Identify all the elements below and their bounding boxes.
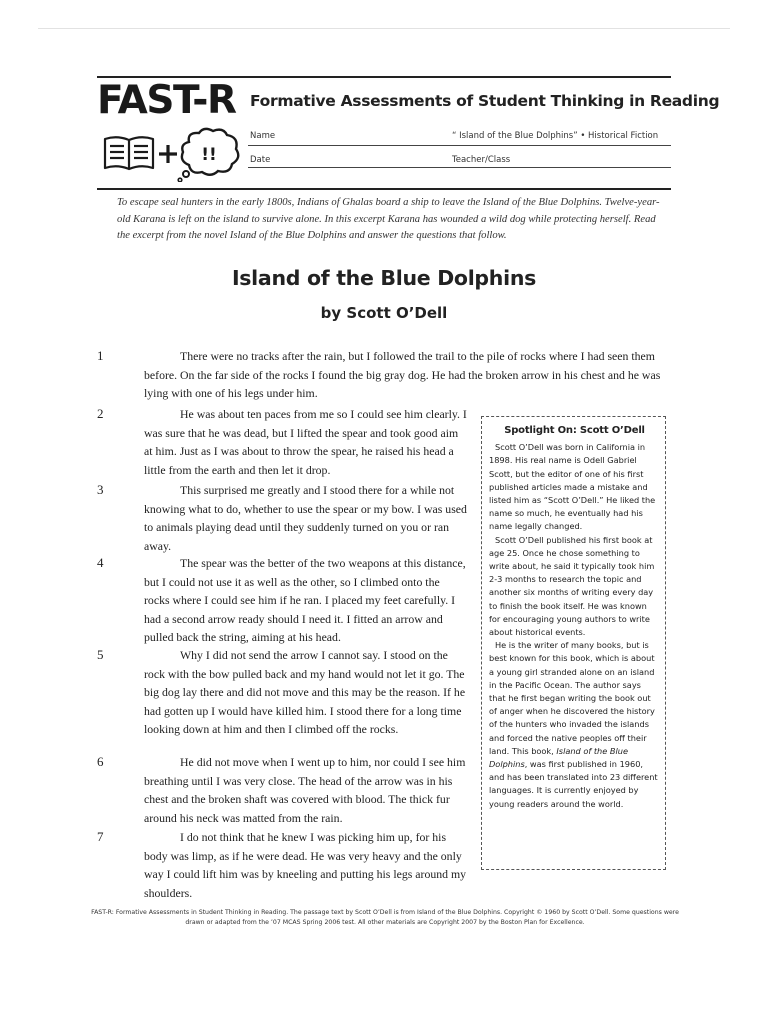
plus-sign bbox=[159, 145, 177, 163]
paragraph-number: 5 bbox=[97, 647, 104, 662]
paragraph-6: He did not move when I went up to him, nor could I see him breathing until I was very close. The head of the arrow was in his chest and the broken shaft was covered with blood. The thick fur around his neck was matted from the rain. bbox=[144, 755, 466, 825]
date-label: Date bbox=[250, 155, 271, 165]
header-bottom-rule bbox=[97, 188, 671, 190]
paragraph-number: 2 bbox=[97, 406, 104, 421]
page-top-rule bbox=[38, 28, 730, 29]
book-info: “ Island of the Blue Dolphins” • Historical Fiction bbox=[452, 131, 659, 141]
paragraph-4: The spear was the better of the two weapons at this distance, but I could not use it as well as the other, so I climbed onto the rocks where I could see him if he ran. I placed my feet carefully. I had a second arrow ready should I need it. I fitted an arrow and pulled back the string, aiming at his head. bbox=[144, 556, 466, 644]
paragraph-3: This surprised me greatly and I stood there for a while not knowing what to do, whether to use the spear or my bow. I was used to animals playing dead until they suddenly turned on you or ran away. bbox=[144, 483, 467, 553]
date-line bbox=[248, 167, 671, 168]
paragraph-number: 6 bbox=[97, 754, 104, 769]
sidebar-book-title: Island of the Blue Dolphins bbox=[489, 745, 629, 770]
paragraph-number: 1 bbox=[97, 348, 104, 363]
sidebar-paragraph-2: Scott O’Dell published his first book at age 25. Once he chose something to write about, he said it typically took him 2-3 months to research the topic and another six months of writing every day to finish the book itself. He was known for encouraging young authors to write about historical events. bbox=[489, 534, 655, 638]
name-label: Name bbox=[250, 131, 276, 141]
teacher-class-label: Teacher/Class bbox=[452, 155, 511, 165]
name-line bbox=[248, 145, 671, 146]
paragraph-7: I do not think that he knew I was picking him up, for his body was limp, as if he were dead. He was very heavy and the only way I could lift him was by kneeling and putting his legs around my shoulders. bbox=[144, 830, 467, 900]
copyright-footer: FAST-R: Formative Assessments in Student Thinking in Reading. The passage text by Scott O’Dell is from Island of the Blue Dolphins. Copyright © 1960 by Scott O’Dell. Some questions were drawn or adapted from the ’07 MCAS Spring 2006 test. All other materials are Copyright 2007 by the Boston Plan for Excellence. bbox=[91, 909, 679, 926]
open-book-icon bbox=[105, 137, 153, 169]
spotlight-sidebar bbox=[481, 416, 666, 870]
paragraph-1: There were no tracks after the rain, but I followed the trail to the pile of rocks where I had seen them before. On the far side of the rocks I found the big gray dog. He had the broken arrow in his chest and he was lying with one of his legs under him. bbox=[144, 349, 661, 400]
header-subtitle: Formative Assessments of Student Thinking in Reading bbox=[250, 92, 720, 110]
paragraph-number: 7 bbox=[97, 829, 104, 844]
sidebar-text: , was first published in 1960, and has been translated into 23 different languages. It is currently enjoyed by young readers around the world. bbox=[489, 759, 658, 809]
thought-bubble-icon bbox=[178, 129, 238, 182]
fast-r-logo: FAST-R bbox=[97, 78, 236, 123]
paragraph-number: 3 bbox=[97, 482, 104, 497]
paragraph-2: He was about ten paces from me so I could see him clearly. I was sure that he was dead, but I lifted the spear and took good aim at him. Just as I was about to throw the spear, he raised his head a little from the earth and then let it drop. bbox=[144, 407, 467, 477]
paragraph-5: Why I did not send the arrow I cannot say. I stood on the rock with the bow pulled back and my hand would not let it go. The big dog lay there and did not move and this may be the reason. If he had gotten up I would have killed him. I stood there for a long time looking down at him and then I climbed off the rocks. bbox=[144, 648, 466, 736]
bubble-text: !! bbox=[201, 145, 217, 165]
sidebar-title: Spotlight On: Scott O’Dell bbox=[504, 425, 645, 436]
passage-author: by Scott O’Dell bbox=[320, 304, 448, 322]
logo-illustration bbox=[103, 126, 243, 182]
passage-title: Island of the Blue Dolphins bbox=[231, 266, 537, 290]
sidebar-text: He is the writer of many books, but is best known for this book, which is about a young girl stranded alone on an island in the Pacific Ocean. The author says that he first began writing the book out of anger when he discovered the history of the hunters who invaded the islands and forced the native peoples off their land. This book, bbox=[489, 640, 655, 756]
paragraph-number: 4 bbox=[97, 555, 104, 570]
sidebar-paragraph-3 bbox=[489, 639, 660, 811]
sidebar-paragraph-1: Scott O’Dell was born in California in 1898. His real name is Odell Gabriel Scott, but the editor of one of his first published articles made a mistake and listed him as “Scott O’Dell.” He liked the name so much, he eventually had his name legally changed. bbox=[489, 442, 656, 532]
intro-text: To escape seal hunters in the early 1800s, Indians of Ghalas board a ship to leave the Island of the Blue Dolphins. Twelve-year-old Karana is left on the island to survive alone. In this excerpt Karana has wounded a wild dog while protecting herself. Read the excerpt from the novel Island of the Blue Dolphins and answer the questions that follow. bbox=[117, 197, 660, 241]
